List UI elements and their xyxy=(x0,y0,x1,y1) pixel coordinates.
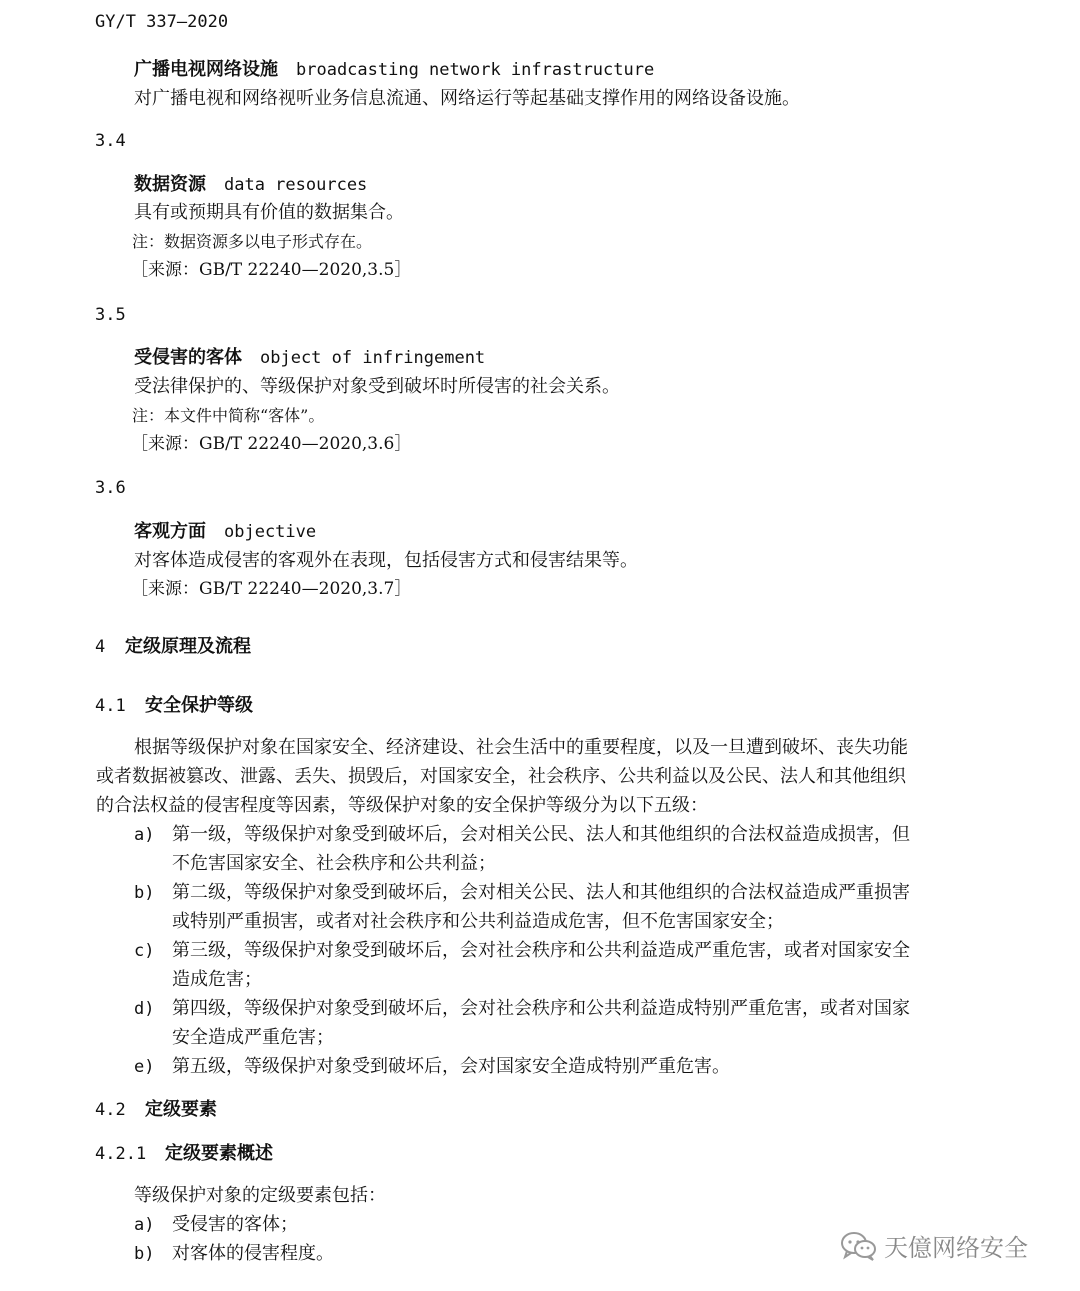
element-item-a xyxy=(134,1216,298,1234)
term-3-4-definition: 具有或预期具有价值的数据集合。 xyxy=(134,202,404,223)
term-3-3-cn: 广播电视网络设施 xyxy=(134,59,278,80)
section-4-1-heading xyxy=(95,697,253,715)
term-3-4-number: 3.4 xyxy=(95,131,126,151)
term-3-4-heading xyxy=(134,176,367,194)
paragraph-line: 的合法权益的侵害程度等因素，等级保护对象的安全保护等级分为以下五级： xyxy=(96,795,708,816)
list-item-text: 第四级，等级保护对象受到破坏后，会对社会秩序和公共利益造成特别严重危害，或者对国家 xyxy=(172,998,910,1019)
list-item-text: 第二级，等级保护对象受到破坏后，会对相关公民、法人和其他组织的合法权益造成严重损害 xyxy=(172,882,910,903)
watermark xyxy=(840,1228,1028,1263)
wechat-icon xyxy=(840,1230,878,1262)
list-item-continuation: 安全造成严重危害； xyxy=(172,1027,334,1048)
section-4-2-1-intro: 等级保护对象的定级要素包括： xyxy=(134,1185,386,1206)
term-3-3-heading xyxy=(134,61,654,79)
section-4-number: 4 xyxy=(95,637,106,657)
term-3-5-source: ［来源：GB/T 22240—2020,3.6］ xyxy=(131,434,412,454)
section-4-1-title: 安全保护等级 xyxy=(145,695,253,716)
section-4-2-number: 4.2 xyxy=(95,1100,126,1120)
section-4-heading xyxy=(95,638,251,656)
term-3-6-source: ［来源：GB/T 22240—2020,3.7］ xyxy=(131,579,412,599)
list-item-continuation: 或特别严重损害，或者对社会秩序和公共利益造成危害，但不危害国家安全； xyxy=(172,911,784,932)
term-3-3-en: broadcasting network infrastructure xyxy=(296,60,655,80)
term-3-6-cn: 客观方面 xyxy=(134,521,206,542)
section-4-2-1-number: 4.2.1 xyxy=(95,1144,147,1164)
paragraph-line: 或者数据被篡改、泄露、丢失、损毁后，对国家安全，社会秩序、公共利益以及公民、法人和其他组织 xyxy=(96,766,906,787)
level-item-b xyxy=(134,884,910,902)
level-item-c xyxy=(134,942,910,960)
level-item-a xyxy=(134,826,910,844)
term-3-4-en: data resources xyxy=(224,175,368,195)
term-3-3-definition: 对广播电视和网络视听业务信息流通、网络运行等起基础支撑作用的网络设备设施。 xyxy=(134,88,800,109)
element-item-b xyxy=(134,1245,334,1263)
term-3-6-number: 3.6 xyxy=(95,478,126,498)
term-3-5-heading xyxy=(134,349,485,367)
term-3-5-definition: 受法律保护的、等级保护对象受到破坏时所侵害的社会关系。 xyxy=(134,376,620,397)
list-item-continuation: 造成危害； xyxy=(172,969,262,990)
term-3-5-cn: 受侵害的客体 xyxy=(134,347,242,368)
list-item-continuation: 不危害国家安全、社会秩序和公共利益； xyxy=(172,853,496,874)
paragraph-line: 根据等级保护对象在国家安全、经济建设、社会生活中的重要程度，以及一旦遭到破坏、丧失功能 xyxy=(134,737,908,758)
list-marker: b) xyxy=(134,1244,155,1264)
term-3-5-note: 注：本文件中简称“客体”。 xyxy=(132,406,325,425)
term-3-5-en: object of infringement xyxy=(260,348,486,368)
list-item-text: 第一级，等级保护对象受到破坏后，会对相关公民、法人和其他组织的合法权益造成损害，但 xyxy=(172,824,910,845)
section-4-2-1-heading xyxy=(95,1145,273,1163)
list-marker: a) xyxy=(134,1215,155,1235)
term-3-6-en: objective xyxy=(224,522,317,542)
list-marker: e) xyxy=(134,1057,155,1077)
term-3-4-source: ［来源：GB/T 22240—2020,3.5］ xyxy=(131,260,412,280)
watermark-text: 天億网络安全 xyxy=(884,1234,1028,1262)
section-4-title: 定级原理及流程 xyxy=(125,636,251,657)
list-marker: a) xyxy=(134,825,155,845)
term-3-4-note: 注：数据资源多以电子形式存在。 xyxy=(132,232,373,251)
section-4-2-1-title: 定级要素概述 xyxy=(165,1143,273,1164)
term-3-6-heading xyxy=(134,523,316,541)
list-item-text: 受侵害的客体； xyxy=(172,1214,298,1235)
document-code: GY/T 337—2020 xyxy=(95,12,229,32)
list-marker: d) xyxy=(134,999,155,1019)
term-3-4-cn: 数据资源 xyxy=(134,174,206,195)
list-item-text: 对客体的侵害程度。 xyxy=(172,1243,334,1264)
list-item-text: 第五级，等级保护对象受到破坏后，会对国家安全造成特别严重危害。 xyxy=(172,1056,730,1077)
level-item-e xyxy=(134,1058,730,1076)
level-item-d xyxy=(134,1000,910,1018)
list-item-text: 第三级，等级保护对象受到破坏后，会对社会秩序和公共利益造成严重危害，或者对国家安全 xyxy=(172,940,910,961)
list-marker: c) xyxy=(134,941,155,961)
list-marker: b) xyxy=(134,883,155,903)
section-4-2-title: 定级要素 xyxy=(145,1099,217,1120)
term-3-5-number: 3.5 xyxy=(95,305,126,325)
section-4-2-heading xyxy=(95,1101,217,1119)
section-4-1-number: 4.1 xyxy=(95,696,126,716)
term-3-6-definition: 对客体造成侵害的客观外在表现，包括侵害方式和侵害结果等。 xyxy=(134,550,638,571)
